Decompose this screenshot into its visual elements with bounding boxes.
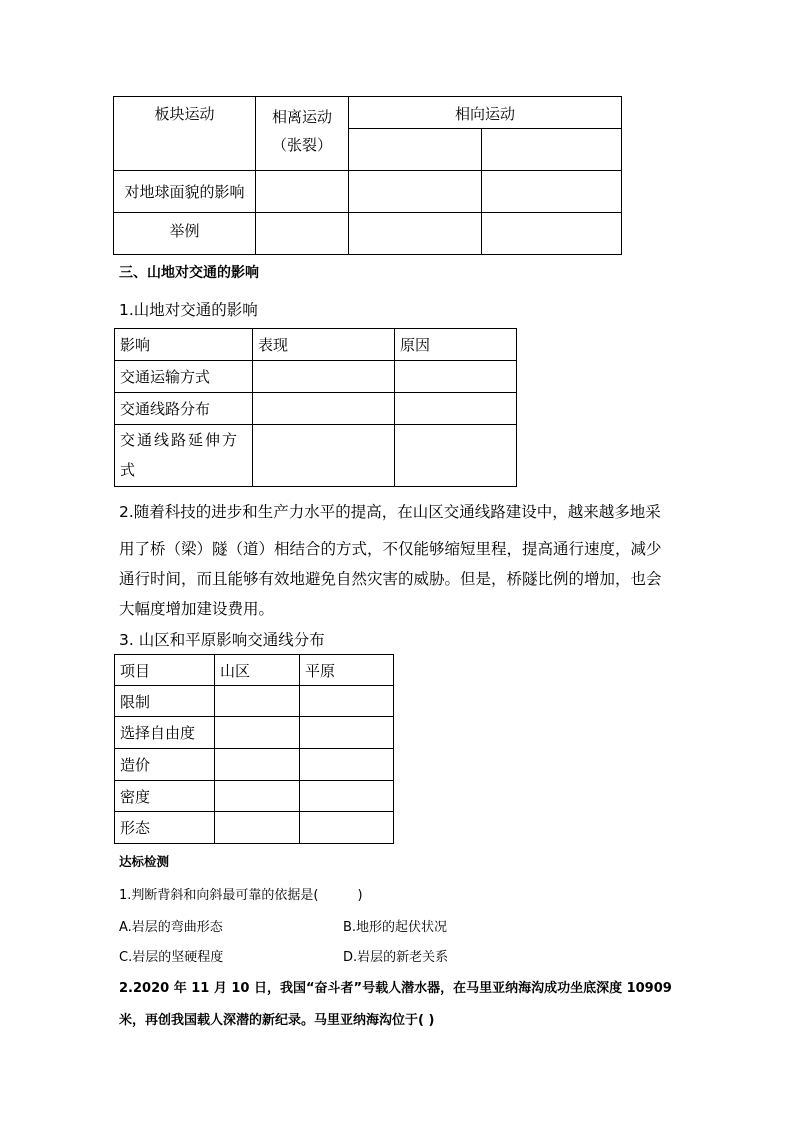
cell-empty — [256, 213, 349, 255]
row-label: 密度 — [115, 781, 215, 812]
section-heading: 三、山地对交通的影响 — [119, 265, 259, 281]
option-b: B.地形的起伏状况 — [343, 920, 448, 935]
row-label-landform-effect: 对地球面貌的影响 — [114, 171, 256, 213]
cell-empty — [349, 129, 482, 171]
header-plate-movement: 板块运动 — [114, 97, 256, 171]
plate-movement-table — [113, 96, 622, 255]
option-d: D.岩层的新老关系 — [343, 950, 449, 965]
quiz-heading: 达标检测 — [119, 854, 170, 869]
option-c: C.岩层的坚硬程度 — [119, 950, 224, 965]
cell-empty — [256, 171, 349, 213]
cell-empty — [395, 393, 517, 425]
paragraph-line: 用了桥（梁）隧（道）相结合的方式，不仅能够缩短里程，提高通行速度，减少 — [119, 540, 662, 558]
cell-empty — [215, 781, 300, 812]
table-header: 原因 — [395, 329, 517, 361]
cell-empty — [395, 361, 517, 393]
subsection-title: 1.山地对交通的影响 — [119, 301, 258, 319]
cell-empty — [395, 425, 517, 487]
row-label: 交通线路分布 — [115, 393, 253, 425]
cell-empty — [482, 213, 622, 255]
paragraph-line: 大幅度增加建设费用。 — [119, 600, 275, 618]
cell-empty — [215, 812, 300, 844]
cell-empty — [300, 781, 394, 812]
cell-empty — [300, 812, 394, 844]
subsection-title: 3. 山区和平原影响交通线分布 — [119, 631, 325, 649]
question-2-line-1: 2.2020 年 11 月 10 日，我国“奋斗者”号载人潜水器，在马里亚纳海沟成功坐底深度 10909 — [119, 981, 672, 996]
cell-empty — [253, 425, 395, 487]
mountain-plain-table — [114, 654, 394, 844]
row-label: 形态 — [115, 812, 215, 844]
paragraph-line: 2.随着科技的进步和生产力水平的提高，在山区交通线路建设中，越来越多地采 — [119, 503, 661, 521]
cell-empty — [253, 361, 395, 393]
row-label-example: 举例 — [114, 213, 256, 255]
cell-empty — [482, 171, 622, 213]
row-label: 交通运输方式 — [115, 361, 253, 393]
cell-empty — [253, 393, 395, 425]
question-1: 1.判断背斜和向斜最可靠的依据是( ) — [119, 888, 363, 903]
cell-empty — [349, 213, 482, 255]
option-a: A.岩层的弯曲形态 — [119, 920, 223, 935]
cell-empty — [300, 749, 394, 781]
table-header: 平原 — [300, 655, 394, 686]
table-header: 表现 — [253, 329, 395, 361]
question-2-line-2: 米，再创我国载人深潜的新纪录。马里亚纳海沟位于( ) — [119, 1013, 435, 1028]
cell-empty — [215, 686, 300, 717]
header-divergent: 相离运动 （张裂） — [256, 97, 349, 171]
cell-empty — [482, 129, 622, 171]
row-label: 选择自由度 — [115, 717, 215, 749]
header-convergent: 相向运动 — [349, 97, 622, 129]
row-label: 造价 — [115, 749, 215, 781]
row-label: 限制 — [115, 686, 215, 717]
mountain-transport-table — [114, 328, 517, 487]
row-label: 交通线路延伸方 式 — [115, 425, 253, 487]
table-header: 山区 — [215, 655, 300, 686]
cell-empty — [215, 749, 300, 781]
cell-empty — [300, 686, 394, 717]
table-header: 项目 — [115, 655, 215, 686]
cell-empty — [215, 717, 300, 749]
table-header: 影响 — [115, 329, 253, 361]
cell-empty — [300, 717, 394, 749]
cell-empty — [349, 171, 482, 213]
paragraph-line: 通行时间，而且能够有效地避免自然灾害的威胁。但是，桥隧比例的增加，也会 — [119, 570, 662, 588]
